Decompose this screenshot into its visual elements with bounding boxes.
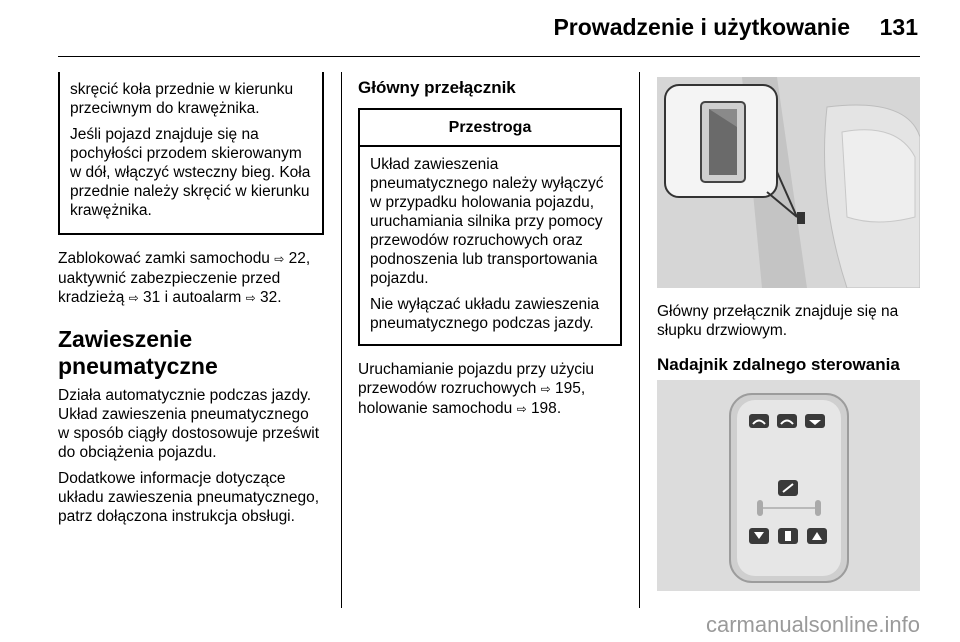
link-page-195[interactable]: 195 [555,380,581,397]
header-rule [58,56,920,57]
page-number: 131 [879,14,918,40]
link-page-32[interactable]: 32 [259,289,278,306]
paragraph-lock: Zablokować zamki samochodu ⇨ 22, uaktywnić zabezpieczenie przed kradzieżą ⇨ 31 i autoalarm ⇨ 32. [58,250,311,306]
link-page-31[interactable]: 31 [143,289,161,306]
header-title: Prowadzenie i użytkowanie [553,14,850,40]
remote-control-image [657,380,920,591]
column-2 [358,77,622,426]
section-heading-main-switch: Główny przełącznik [358,78,516,97]
ref-arrow-icon: ⇨ [128,291,139,305]
ref-arrow-icon: ⇨ [245,291,256,305]
ref-arrow-icon: ⇨ [540,382,551,396]
paragraph-air-suspension: Działa automatycznie podczas jazdy. Układ zawieszenia pneumatycznego w sposób ciągły dostosowuje prześwit do obciążenia pojazdu. [58,387,320,461]
main-switch-illustration [657,77,920,288]
link-page-198[interactable]: 198 [530,400,557,417]
continued-warning-box [58,72,324,235]
door-pillar-switch-image [657,77,920,288]
section-heading-remote: Nadajnik zdalnego sterowania [657,355,900,374]
caution-paragraph-2: Nie wyłączać układu zawieszenia pneumatycznego podczas jazdy. [370,296,600,332]
ref-arrow-icon: ⇨ [516,402,527,416]
remote-control-illustration [657,380,920,591]
ref-arrow-icon: ⇨ [274,252,285,266]
caption-main-switch: Główny przełącznik znajduje się na słupku drzwiowym. [657,303,899,339]
box-paragraph-2: Jeśli pojazd znajduje się na pochyłości przodem skierowanym w dół, włączyć wsteczny bieg. Koła przednie należy skręcić w kierunku krawężnika. [70,126,311,219]
paragraph-additional-info: Dodatkowe informacje dotyczące układu zawieszenia pneumatycznego, patrz dołączona instrukcja obsługi. [58,470,320,525]
link-page-22[interactable]: 22 [288,250,306,267]
column-divider-2 [639,72,640,608]
watermark: carmanualsonline.info [705,612,920,637]
caution-paragraph-1: Układ zawieszenia pneumatycznego należy wyłączyć w przypadku holowania pojazdu, uruchamiania silnika przy pomocy przewodów rozruchowych oraz podnoszenia lub transportowania pojazdu. [370,156,604,287]
caution-title: Przestroga [360,110,620,147]
column-divider-1 [341,72,342,608]
column-1 [58,72,324,533]
section-heading-air-suspension: Zawieszenie pneumatyczne [58,326,218,379]
caution-box [358,108,622,346]
paragraph-jump-start: Uruchamianie pojazdu przy użyciu przewodów rozruchowych ⇨ 195, holowanie samochodu ⇨ 198. [358,361,595,417]
column-3 [657,302,920,385]
box-paragraph-1: skręcić koła przednie w kierunku przeciwnym do krawężnika. [70,81,294,117]
